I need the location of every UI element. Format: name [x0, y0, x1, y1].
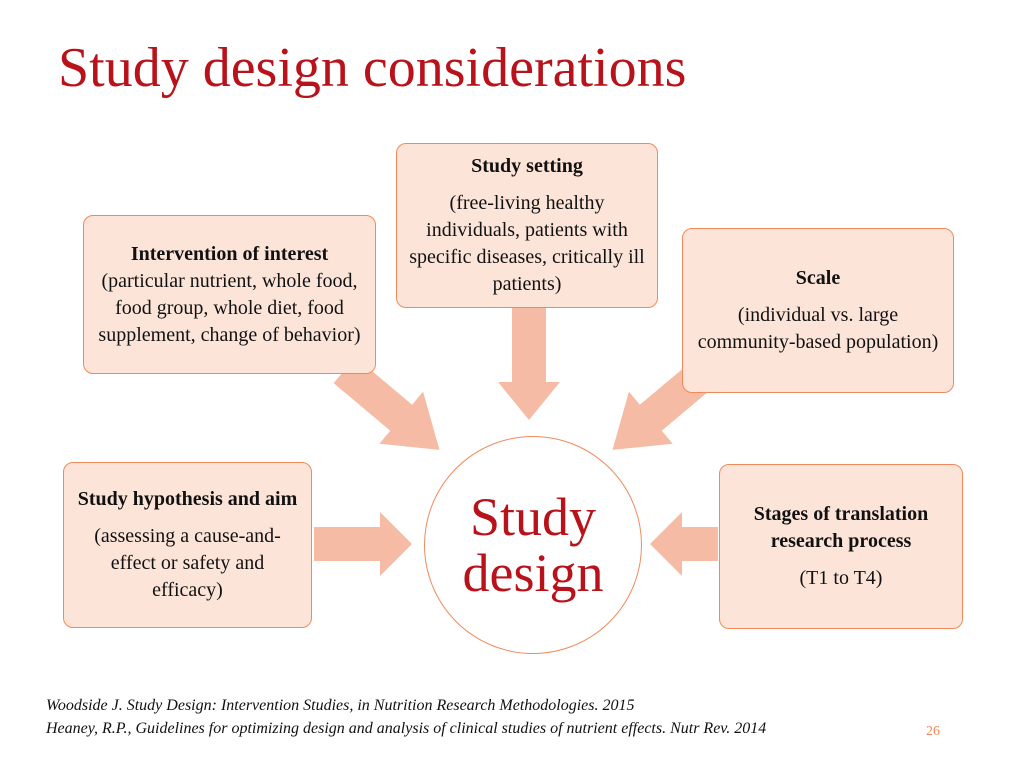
- arrow-from-hypothesis: [314, 512, 412, 576]
- study-setting-box: [396, 143, 658, 308]
- hypothesis-heading: Study hypothesis and aim: [77, 488, 298, 510]
- scale-text: (individual vs. large community-based population): [697, 304, 939, 353]
- intervention-box: [83, 215, 376, 374]
- translation-text: (T1 to T4): [799, 567, 883, 589]
- study-setting-heading: Study setting: [471, 155, 583, 177]
- slide-title: Study design considerations: [58, 37, 687, 99]
- study-setting-text: (free-living healthy individuals, patients with specific diseases, critically ill patients): [409, 192, 645, 295]
- scale-box: [682, 228, 954, 393]
- arrow-from-translation: [650, 512, 718, 576]
- intervention-text: (particular nutrient, whole food, food group, whole diet, food supplement, change of behavior): [98, 269, 361, 346]
- references: [46, 694, 766, 740]
- reference-1: Woodside J. Study Design: Intervention Studies, in Nutrition Research Methodologies. 2015: [46, 697, 635, 714]
- page-number: 26: [926, 724, 940, 739]
- translation-box: [719, 464, 963, 629]
- center-line-2: design: [462, 543, 604, 603]
- intervention-heading: Intervention of interest: [130, 242, 329, 265]
- study-design-circle: [424, 436, 642, 654]
- hypothesis-text: (assessing a cause-and-effect or safety and efficacy): [94, 525, 281, 601]
- scale-heading: Scale: [795, 267, 841, 289]
- reference-2: Heaney, R.P., Guidelines for optimizing design and analysis of clinical studies of nutrient effects. Nutr Rev. 2014: [46, 720, 767, 737]
- hypothesis-box: [63, 462, 312, 628]
- translation-heading: Stages of translation research process: [753, 503, 929, 552]
- center-line-1: Study: [469, 487, 597, 547]
- arrow-from-setting: [498, 308, 560, 420]
